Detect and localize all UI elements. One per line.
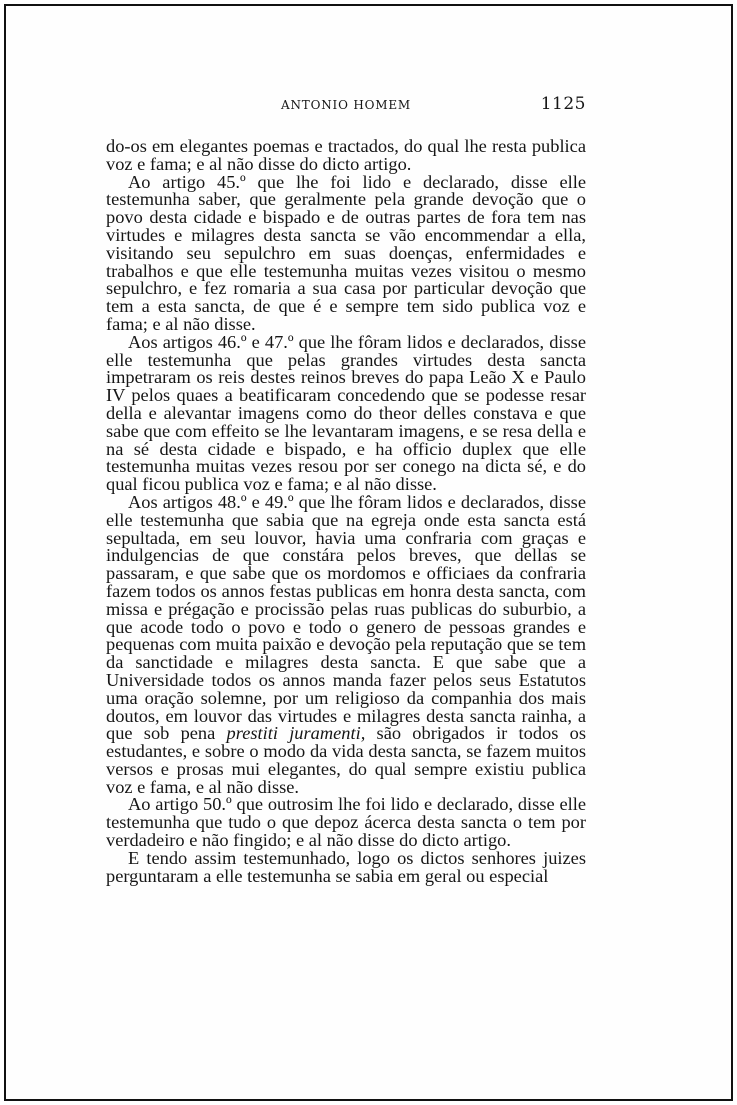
paragraph-text-part: Aos artigos 48.º e 49.º que lhe fôram lidos e declarados, disse elle testemunha que sabia que na egreja onde esta sancta está sepultada, em seu louvor, havia uma confraria com graças e indulgencias de que constára pelos breves, que dellas se passaram, e que sabe que os mordomos e officiaes da confraria fazem todos os annos festas publicas em honra desta sancta, com missa e prégação e procissão pelas ruas publicas do suburbio, a que acode todo o povo e todo o genero de pessoas grandes e pequenas com muita paixão e devoção pela reputação que se tem da sanctidade e milagres desta sancta. E que sabe que a Universidade todos os annos manda fazer pelos seus Estatutos uma oração solemne, por um religioso da companhia dos mais doutos, em louvor das virtudes e milagres desta sancta rainha, a que sob pena (106, 491, 586, 744)
page-number: 1125 (540, 94, 586, 114)
page-frame (4, 4, 733, 1101)
body-text (106, 138, 586, 885)
latin-phrase: prestiti juramenti, (226, 723, 366, 744)
paragraph-text-part: são obrigados ir todos os estudantes, e sobre o modo da vida desta sancta, se fazem muitos versos e prosas mui elegantes, do qual sempre existiu publica voz e fama, e al não disse. (106, 723, 586, 797)
document-page (106, 94, 586, 885)
paragraph-conclusion: E tendo assim testemunhado, logo os dictos senhores juizes perguntaram a elle testemunha se sabia em geral ou especial (106, 847, 586, 886)
paragraph-article-45: Ao artigo 45.º que lhe foi lido e declarado, disse elle testemunha saber, que geralmente pela grande devoção que o povo desta cidade e bispado e de outras partes de fora tem nas virtudes e milagres desta sancta se vão encommendar a ella, visitando seu sepulchro em suas doenças, enfermidades e trabalhos e que elle testemunha muitas vezes visitou o mesmo sepulchro, e fez romaria a sua casa por particular devoção que tem a esta sancta, de que é e sempre tem sido publica voz e fama; e al não disse. (106, 171, 586, 334)
paragraph-articles-46-47: Aos artigos 46.º e 47.º que lhe fôram lidos e declarados, disse elle testemunha que pelas grandes virtudes desta sancta impetraram os reis destes reinos breves do papa Leão X e Paulo IV pelos quaes a beatificaram concedendo que se podesse resar della e alevantar imagens como do theor delles constava e que sabe que com effeito se lhe levantaram imagens, e se resa della e na sé desta cidade e bispado, e ha officio duplex que elle testemunha muitas vezes resou por ser conego na dicta sé, e do qual ficou publica voz e fama; e al não disse. (106, 331, 586, 495)
paragraph-continuation: do-os em elegantes poemas e tractados, do qual lhe resta publica voz e fama; e al não disse do dicto artigo. (106, 136, 586, 174)
running-title: ANTONIO HOMEM (281, 98, 411, 112)
running-header (106, 94, 586, 120)
paragraph-article-50: Ao artigo 50.º que outrosim lhe foi lido e declarado, disse elle testemunha que tudo o que depoz ácerca desta sancta o tem por verdadeiro e não fingido; e al não disse do dicto artigo. (106, 794, 586, 851)
paragraph-articles-48-49 (106, 491, 586, 797)
